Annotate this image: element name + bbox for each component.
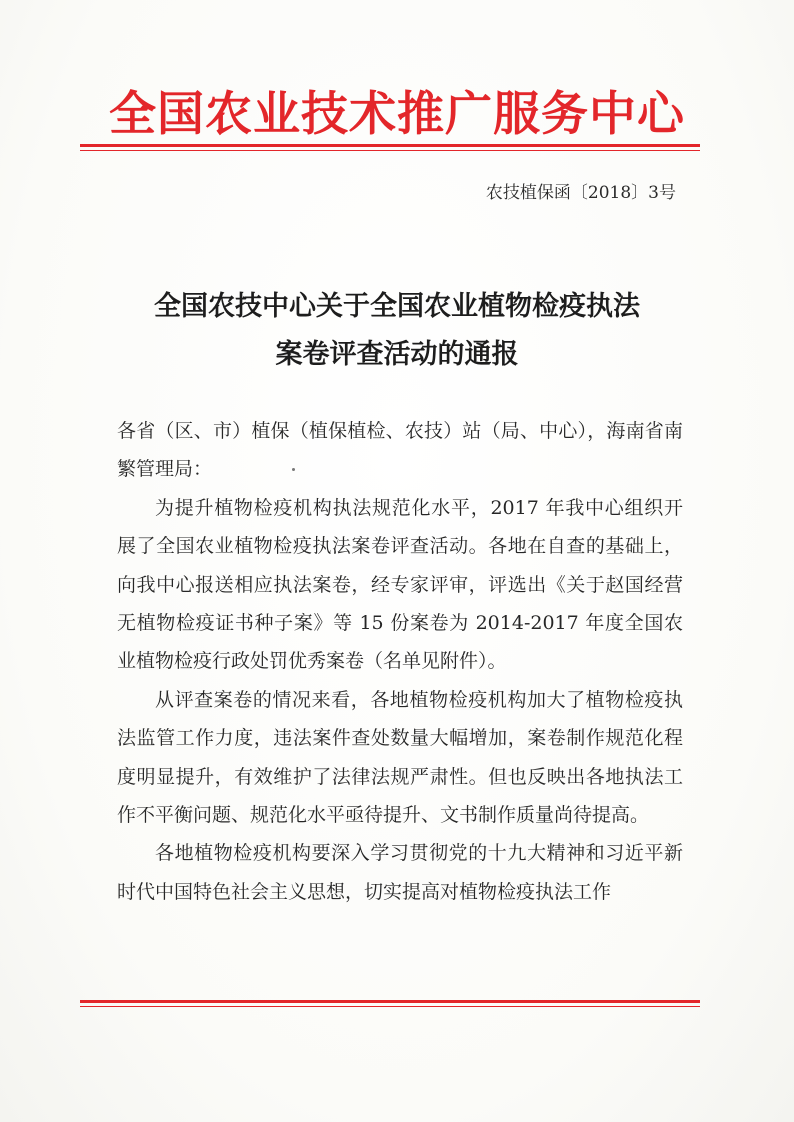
footer-red-rule-thick xyxy=(80,1000,700,1003)
document-title xyxy=(0,283,794,379)
document-body xyxy=(117,412,683,911)
document-title-line-1: 全国农技中心关于全国农业植物检疫执法 xyxy=(154,291,640,322)
salutation: 各省（区、市）植保（植保植检、农技）站（局、中心），海南省南繁管理局： xyxy=(117,420,683,481)
document-number: 农技植保函〔2018〕3号 xyxy=(485,183,676,203)
body-paragraph-1: 为提升植物检疫机构执法规范化水平，2017 年我中心组织开展了全国农业植物检疫执法案卷评查活动。各地在自查的基础上，向我中心报送相应执法案卷，经专家评审，评选出《关于赵国经营无植物检疫证书种子案》等 15 份案卷为 2014-2017 年度全国农业植物检疫行政处罚优秀案卷（名单见附件）。 xyxy=(117,496,683,673)
footer-red-rule-thin xyxy=(80,1006,700,1007)
body-paragraph-3: 各地植物检疫机构要深入学习贯彻党的十九大精神和习近平新时代中国特色社会主义思想，切实提高对植物检疫执法工作 xyxy=(117,842,683,903)
letterhead-red-rule-thin xyxy=(80,150,700,151)
document-title-line-2: 案卷评查活动的通报 xyxy=(275,339,519,370)
letterhead-title: 全国农业技术推广服务中心 xyxy=(109,87,685,142)
scan-speck xyxy=(292,468,295,471)
body-paragraph-2: 从评查案卷的情况来看，各地植物检疫机构加大了植物检疫执法监管工作力度，违法案件查处数量大幅增加，案卷制作规范化程度明显提升，有效维护了法律法规严肃性。但也反映出各地执法工作不平衡问题、规范化水平亟待提升、文书制作质量尚待提高。 xyxy=(117,688,683,827)
letterhead-red-rule-thick xyxy=(80,144,700,147)
